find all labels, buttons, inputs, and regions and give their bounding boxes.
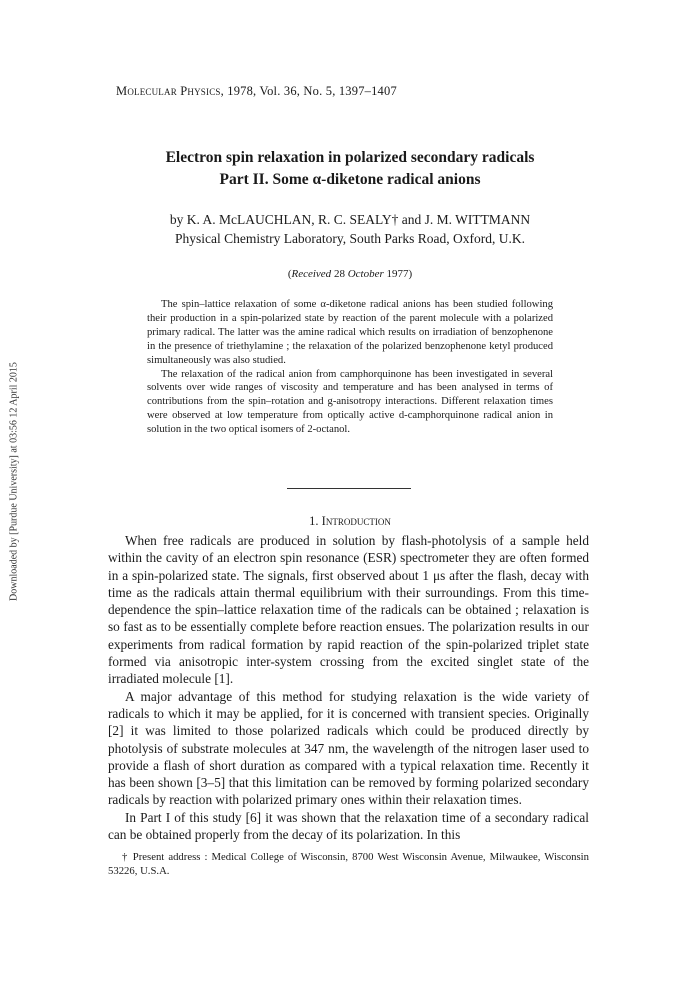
footnote-text: † Present address : Medical College of Wisconsin, 8700 West Wisconsin Avenue, Milwaukee, Wisconsin 53226, U.S.A. [108, 851, 589, 877]
author-byline: by K. A. McLAUCHLAN, R. C. SEALY† and J. M. WITTMANN [169, 212, 531, 227]
article-title [100, 147, 600, 191]
section-heading [100, 514, 600, 529]
journal-name: Molecular Physics [116, 84, 221, 98]
journal-details: , 1978, Vol. 36, No. 5, 1397–1407 [220, 84, 397, 98]
received-month: October [347, 268, 384, 280]
title-line-2: Part II. Some α-diketone radical anions [219, 171, 481, 188]
abstract-paragraph-1: The spin–lattice relaxation of some α-diketone radical anions has been studied following their production in a spin-polarized state by reaction of the parent molecule with a polarized primary radical. The latter was the amine radical which results on irradiation of benzophenone in the presence of triethylamine ; the relaxation of the polarized benzophenone ketyl produced simultaneously was also studied. [147, 299, 553, 366]
body-paragraph-2: A major advantage of this method for studying relaxation is the wide variety of radicals to which it may be applied, for it is concerned with transient species. Originally [2] it was limited to those polarized radicals which could be produced directly by photolysis of substrate molecules at 347 nm, the wavelength of the nitrogen laser used to provide a flash of short duration as compared with a typical relaxation time. Recently it has been shown [3–5] that this limitation can be removed by forming polarized secondary radicals by reaction with polarized primary ones within their relaxation times. [108, 688, 589, 808]
received-date: (Received 28 October 1977) [287, 268, 413, 280]
download-watermark: Downloaded by [Purdue University] at 03:56 12 April 2015 [8, 362, 20, 601]
section-title: Introduction [321, 514, 391, 528]
abstract-paragraph-2: The relaxation of the radical anion from camphorquinone has been investigated in several solvents over wide ranges of viscosity and temperature and has been analysed in terms of contributions from the spin–rotation and g-anisotropy interactions. Different relaxation times were observed at low temperature from optically active d-camphorquinone radical anion in solution in the two optical isomers of 2-octanol. [147, 368, 553, 436]
body-paragraph-3: In Part I of this study [6] it was shown that the relaxation time of a secondary radical can be obtained properly from the decay of its polarization. In this [108, 809, 589, 843]
abstract [147, 298, 553, 437]
body-paragraph-1: When free radicals are produced in solution by flash-photolysis of a sample held within the cavity of an electron spin resonance (ESR) spectrometer they are often formed in a spin-polarized state. The signals, first observed about 1 μs after the flash, decay with time as the radicals attain thermal equilibrium with their surroundings. From this time-dependence the spin–lattice relaxation time of the radicals can be obtained ; relaxation is so fast as to be essentially complete before reaction ensues. The polarization results in our experiments from radical formation by rapid reaction of the spin-polarized triplet state formed via anisotropic inter-system crossing from the excited singlet state of the irradiated molecule [1]. [108, 533, 589, 687]
received-day: 28 [333, 268, 345, 280]
footnote [108, 850, 589, 878]
title-line-1: Electron spin relaxation in polarized secondary radicals [165, 149, 535, 166]
author-affiliation: Physical Chemistry Laboratory, South Parks Road, Oxford, U.K. [174, 231, 526, 246]
received-label: Received [291, 268, 332, 280]
section-divider [287, 488, 411, 489]
journal-header [116, 84, 397, 99]
author-block [96, 210, 604, 248]
received-year: 1977 [386, 268, 409, 280]
section-number: 1. [309, 514, 319, 528]
body-text [108, 532, 589, 843]
